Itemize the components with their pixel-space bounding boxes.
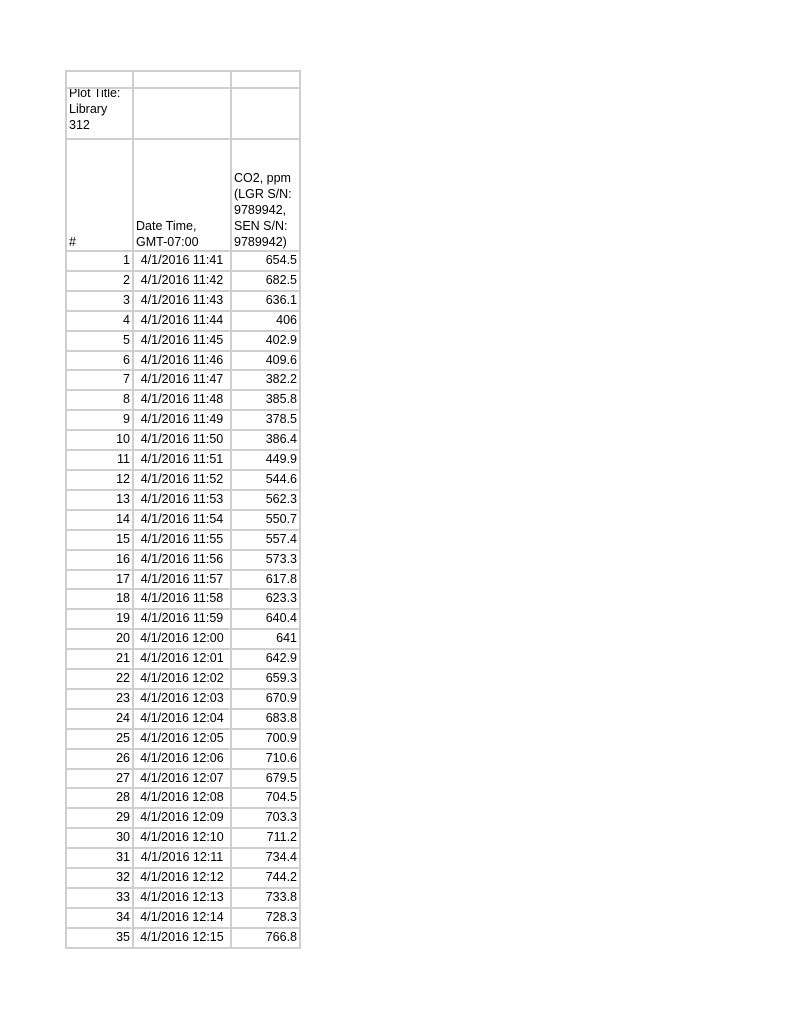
datetime-cell[interactable]: 4/1/2016 12:11 <box>134 849 230 867</box>
datetime-cell[interactable]: 4/1/2016 11:52 <box>134 471 230 489</box>
co2-value-cell[interactable]: 654.5 <box>232 252 299 270</box>
co2-value-cell[interactable]: 704.5 <box>232 789 299 807</box>
table-row <box>67 491 299 509</box>
datetime-cell[interactable]: 4/1/2016 12:03 <box>134 690 230 708</box>
table-row <box>67 849 299 867</box>
table-row <box>67 650 299 668</box>
row-number-cell[interactable]: 21 <box>67 650 132 668</box>
datetime-cell[interactable]: 4/1/2016 11:59 <box>134 610 230 628</box>
row-number-cell[interactable]: 14 <box>67 511 132 529</box>
co2-value-cell[interactable]: 562.3 <box>232 491 299 509</box>
co2-value-cell[interactable]: 733.8 <box>232 889 299 907</box>
datetime-cell[interactable]: 4/1/2016 11:43 <box>134 292 230 310</box>
row-number-cell[interactable]: 11 <box>67 451 132 469</box>
table-row <box>67 272 299 290</box>
plot-title-row <box>67 89 299 138</box>
datetime-cell[interactable]: 4/1/2016 12:00 <box>134 630 230 648</box>
co2-value-cell[interactable]: 640.4 <box>232 610 299 628</box>
row-number-cell[interactable]: 31 <box>67 849 132 867</box>
header-number[interactable]: # <box>67 140 132 250</box>
datetime-cell[interactable]: 4/1/2016 11:48 <box>134 391 230 409</box>
table-row <box>67 789 299 807</box>
datetime-cell[interactable]: 4/1/2016 11:44 <box>134 312 230 330</box>
datetime-cell[interactable]: 4/1/2016 12:08 <box>134 789 230 807</box>
row-number-cell[interactable]: 3 <box>67 292 132 310</box>
table-row <box>67 829 299 847</box>
datetime-cell[interactable]: 4/1/2016 12:06 <box>134 750 230 768</box>
co2-value-cell[interactable]: 378.5 <box>232 411 299 429</box>
datetime-cell[interactable]: 4/1/2016 11:51 <box>134 451 230 469</box>
datetime-cell[interactable]: 4/1/2016 12:13 <box>134 889 230 907</box>
table-row <box>67 809 299 827</box>
co2-value-cell[interactable]: 703.3 <box>232 809 299 827</box>
table-row <box>67 332 299 350</box>
blank-row <box>67 72 299 87</box>
datetime-cell[interactable]: 4/1/2016 12:05 <box>134 730 230 748</box>
table-row <box>67 531 299 549</box>
row-number-cell[interactable]: 4 <box>67 312 132 330</box>
datetime-cell[interactable]: 4/1/2016 11:41 <box>134 252 230 270</box>
table-row <box>67 750 299 768</box>
datetime-cell[interactable]: 4/1/2016 12:14 <box>134 909 230 927</box>
co2-value-cell[interactable]: 449.9 <box>232 451 299 469</box>
datetime-cell[interactable]: 4/1/2016 11:46 <box>134 352 230 370</box>
table-row <box>67 909 299 927</box>
table-row <box>67 869 299 887</box>
row-number-cell[interactable]: 25 <box>67 730 132 748</box>
co2-value-cell[interactable]: 617.8 <box>232 571 299 589</box>
co2-value-cell[interactable]: 682.5 <box>232 272 299 290</box>
row-number-cell[interactable]: 9 <box>67 411 132 429</box>
co2-value-cell[interactable]: 623.3 <box>232 590 299 608</box>
row-number-cell[interactable]: 20 <box>67 630 132 648</box>
table-row <box>67 770 299 788</box>
row-number-cell[interactable]: 29 <box>67 809 132 827</box>
blank-cell[interactable] <box>134 89 230 138</box>
row-number-cell[interactable]: 32 <box>67 869 132 887</box>
co2-value-cell[interactable]: 734.4 <box>232 849 299 867</box>
datetime-cell[interactable]: 4/1/2016 12:02 <box>134 670 230 688</box>
table-row <box>67 590 299 608</box>
table-row <box>67 451 299 469</box>
table-row <box>67 551 299 569</box>
row-number-cell[interactable]: 7 <box>67 371 132 389</box>
row-number-cell[interactable]: 35 <box>67 929 132 947</box>
row-number-cell[interactable]: 34 <box>67 909 132 927</box>
datetime-cell[interactable]: 4/1/2016 12:12 <box>134 869 230 887</box>
row-number-cell[interactable]: 24 <box>67 710 132 728</box>
blank-cell[interactable] <box>134 72 230 87</box>
co2-value-cell[interactable]: 402.9 <box>232 332 299 350</box>
co2-value-cell[interactable]: 557.4 <box>232 531 299 549</box>
co2-value-cell[interactable]: 406 <box>232 312 299 330</box>
table-row <box>67 371 299 389</box>
datetime-cell[interactable]: 4/1/2016 11:56 <box>134 551 230 569</box>
row-number-cell[interactable]: 27 <box>67 770 132 788</box>
datetime-cell[interactable]: 4/1/2016 11:55 <box>134 531 230 549</box>
datetime-cell[interactable]: 4/1/2016 12:09 <box>134 809 230 827</box>
table-row <box>67 690 299 708</box>
co2-value-cell[interactable]: 766.8 <box>232 929 299 947</box>
datetime-cell[interactable]: 4/1/2016 12:01 <box>134 650 230 668</box>
grid-body <box>67 72 299 947</box>
row-number-cell[interactable]: 15 <box>67 531 132 549</box>
datetime-cell[interactable]: 4/1/2016 11:53 <box>134 491 230 509</box>
row-number-cell[interactable]: 30 <box>67 829 132 847</box>
row-number-cell[interactable]: 28 <box>67 789 132 807</box>
datetime-cell[interactable]: 4/1/2016 11:42 <box>134 272 230 290</box>
co2-value-cell[interactable]: 700.9 <box>232 730 299 748</box>
spreadsheet-table <box>65 70 301 949</box>
row-number-cell[interactable]: 22 <box>67 670 132 688</box>
row-number-cell[interactable]: 23 <box>67 690 132 708</box>
data-grid <box>65 70 301 949</box>
datetime-cell[interactable]: 4/1/2016 11:49 <box>134 411 230 429</box>
header-row <box>67 140 299 250</box>
datetime-cell[interactable]: 4/1/2016 11:54 <box>134 511 230 529</box>
co2-value-cell[interactable]: 679.5 <box>232 770 299 788</box>
table-row <box>67 610 299 628</box>
blank-cell[interactable] <box>232 72 299 87</box>
row-number-cell[interactable]: 33 <box>67 889 132 907</box>
row-number-cell[interactable]: 16 <box>67 551 132 569</box>
header-co2[interactable]: CO2, ppm (LGR S/N: 9789942, SEN S/N: 9789942) <box>232 140 299 250</box>
co2-value-cell[interactable]: 744.2 <box>232 869 299 887</box>
co2-value-cell[interactable]: 382.2 <box>232 371 299 389</box>
table-row <box>67 929 299 947</box>
row-number-cell[interactable]: 26 <box>67 750 132 768</box>
table-row <box>67 292 299 310</box>
row-number-cell[interactable]: 17 <box>67 571 132 589</box>
header-datetime[interactable]: Date Time, GMT-07:00 <box>134 140 230 250</box>
co2-value-cell[interactable]: 710.6 <box>232 750 299 768</box>
row-number-cell[interactable]: 19 <box>67 610 132 628</box>
table-row <box>67 511 299 529</box>
datetime-cell[interactable]: 4/1/2016 11:50 <box>134 431 230 449</box>
blank-cell[interactable] <box>67 72 132 87</box>
table-row <box>67 630 299 648</box>
row-number-cell[interactable]: 12 <box>67 471 132 489</box>
table-row <box>67 670 299 688</box>
co2-value-cell[interactable]: 636.1 <box>232 292 299 310</box>
co2-value-cell[interactable]: 409.6 <box>232 352 299 370</box>
co2-value-cell[interactable]: 711.2 <box>232 829 299 847</box>
datetime-cell[interactable]: 4/1/2016 11:45 <box>134 332 230 350</box>
table-row <box>67 471 299 489</box>
co2-value-cell[interactable]: 728.3 <box>232 909 299 927</box>
row-number-cell[interactable]: 5 <box>67 332 132 350</box>
co2-value-cell[interactable]: 683.8 <box>232 710 299 728</box>
row-number-cell[interactable]: 1 <box>67 252 132 270</box>
datetime-cell[interactable]: 4/1/2016 12:15 <box>134 929 230 947</box>
table-row <box>67 710 299 728</box>
co2-value-cell[interactable]: 385.8 <box>232 391 299 409</box>
datetime-cell[interactable]: 4/1/2016 12:04 <box>134 710 230 728</box>
datetime-cell[interactable]: 4/1/2016 12:07 <box>134 770 230 788</box>
table-row <box>67 730 299 748</box>
co2-value-cell[interactable]: 641 <box>232 630 299 648</box>
row-number-cell[interactable]: 10 <box>67 431 132 449</box>
table-row <box>67 431 299 449</box>
table-row <box>67 889 299 907</box>
plot-title-cell[interactable] <box>67 89 132 138</box>
row-number-cell[interactable]: 8 <box>67 391 132 409</box>
row-number-cell[interactable]: 18 <box>67 590 132 608</box>
table-row <box>67 312 299 330</box>
row-number-cell[interactable]: 13 <box>67 491 132 509</box>
datetime-cell[interactable]: 4/1/2016 12:10 <box>134 829 230 847</box>
co2-value-cell[interactable]: 670.9 <box>232 690 299 708</box>
datetime-cell[interactable]: 4/1/2016 11:58 <box>134 590 230 608</box>
row-number-cell[interactable]: 6 <box>67 352 132 370</box>
plot-title: Plot Title: Library 312 <box>69 89 121 132</box>
co2-value-cell[interactable]: 550.7 <box>232 511 299 529</box>
blank-cell[interactable] <box>232 89 299 138</box>
table-row <box>67 411 299 429</box>
table-row <box>67 352 299 370</box>
co2-value-cell[interactable]: 659.3 <box>232 670 299 688</box>
table-row <box>67 571 299 589</box>
table-row <box>67 391 299 409</box>
co2-value-cell[interactable]: 642.9 <box>232 650 299 668</box>
datetime-cell[interactable]: 4/1/2016 11:57 <box>134 571 230 589</box>
datetime-cell[interactable]: 4/1/2016 11:47 <box>134 371 230 389</box>
co2-value-cell[interactable]: 386.4 <box>232 431 299 449</box>
co2-value-cell[interactable]: 544.6 <box>232 471 299 489</box>
co2-value-cell[interactable]: 573.3 <box>232 551 299 569</box>
row-number-cell[interactable]: 2 <box>67 272 132 290</box>
table-row <box>67 252 299 270</box>
